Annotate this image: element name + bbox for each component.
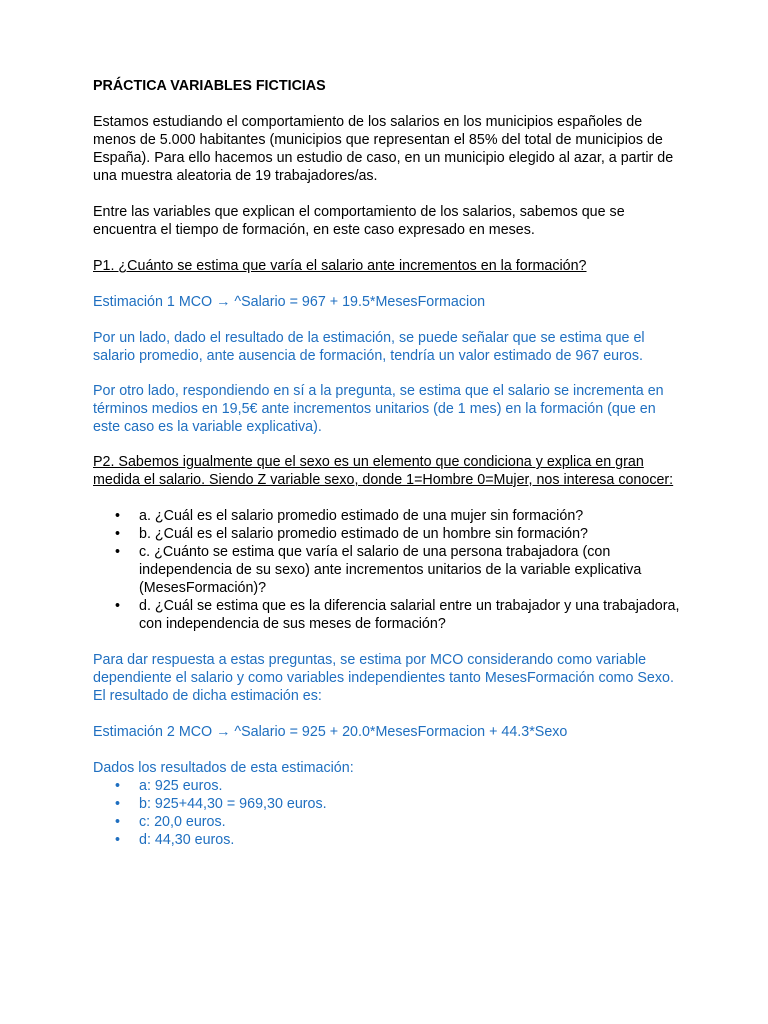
question-p2: P2. Sabemos igualmente que el sexo es un elemento que condiciona y explica en gran medida el salario. Siendo Z variable sexo, donde 1=Hombre 0=Mujer, nos interesa conocer: xyxy=(93,454,674,488)
list-item xyxy=(93,813,683,831)
list-item xyxy=(93,597,683,633)
list-item-text: d. ¿Cuál se estima que es la diferencia salarial entre un trabajador y una trabajadora, con independencia de sus meses de formación? xyxy=(139,598,680,632)
bullet-icon: • xyxy=(115,814,121,830)
intro-paragraph: Estamos estudiando el comportamiento de los salarios en los municipios españoles de menos de 5.000 habitantes (municipios que representan el 85% del total de municipios de España). Para ello hacemos un estudio de caso, en un municipio elegido al azar, a partir de una muestra aleatoria de 19 trabajadores/as. xyxy=(93,114,674,184)
intro-paragraph-2: Entre las variables que explican el comportamiento de los salarios, sabemos que se encuentra el tiempo de formación, en este caso expresado en meses. xyxy=(93,204,625,238)
estimation-2: Estimación 2 MCO → ^Salario = 925 + 20.0*MesesFormacion + 44.3*Sexo xyxy=(93,724,568,740)
list-item xyxy=(93,525,683,543)
list-item-text: b. ¿Cuál es el salario promedio estimado de un hombre sin formación? xyxy=(139,526,588,542)
bullet-icon: • xyxy=(115,544,121,560)
results-list xyxy=(93,777,683,849)
list-item xyxy=(93,543,683,597)
bullet-icon: • xyxy=(115,832,121,848)
document-title: PRÁCTICA VARIABLES FICTICIAS xyxy=(93,78,326,94)
document-body xyxy=(93,77,683,849)
p2-question-list xyxy=(93,507,683,633)
estimation-1: Estimación 1 MCO → ^Salario = 967 + 19.5*MesesFormacion xyxy=(93,294,486,310)
p1-answer-2: Por otro lado, respondiendo en sí a la pregunta, se estima que el salario se incrementa en términos medios en 19,5€ ante incrementos unitarios (de 1 mes) en la formación (que en este caso es la variable explicativa). xyxy=(93,383,664,435)
list-item-text: a. ¿Cuál es el salario promedio estimado de una mujer sin formación? xyxy=(139,508,584,524)
bullet-icon: • xyxy=(115,508,121,524)
list-item-text: c. ¿Cuánto se estima que varía el salario de una persona trabajadora (con independencia de su sexo) ante incrementos unitarios de la variable explicativa (MesesFormación)? xyxy=(139,544,642,596)
list-item-text: d: 44,30 euros. xyxy=(139,832,235,848)
list-item-text: a: 925 euros. xyxy=(139,778,223,794)
list-item xyxy=(93,795,683,813)
question-p1: P1. ¿Cuánto se estima que varía el salario ante incrementos en la formación? xyxy=(93,258,587,274)
list-item xyxy=(93,777,683,795)
list-item xyxy=(93,831,683,849)
list-item xyxy=(93,507,683,525)
p2-method: Para dar respuesta a estas preguntas, se estima por MCO considerando como variable dependiente el salario y como variables independientes tanto MesesFormación como Sexo. El resultado de dicha estimación es: xyxy=(93,652,674,704)
results-intro: Dados los resultados de esta estimación: xyxy=(93,760,354,776)
bullet-icon: • xyxy=(115,598,121,614)
p1-answer-1: Por un lado, dado el resultado de la estimación, se puede señalar que se estima que el salario promedio, ante ausencia de formación, tendría un valor estimado de 967 euros. xyxy=(93,330,645,364)
list-item-text: b: 925+44,30 = 969,30 euros. xyxy=(139,796,327,812)
bullet-icon: • xyxy=(115,526,121,542)
list-item-text: c: 20,0 euros. xyxy=(139,814,226,830)
bullet-icon: • xyxy=(115,796,121,812)
bullet-icon: • xyxy=(115,778,121,794)
